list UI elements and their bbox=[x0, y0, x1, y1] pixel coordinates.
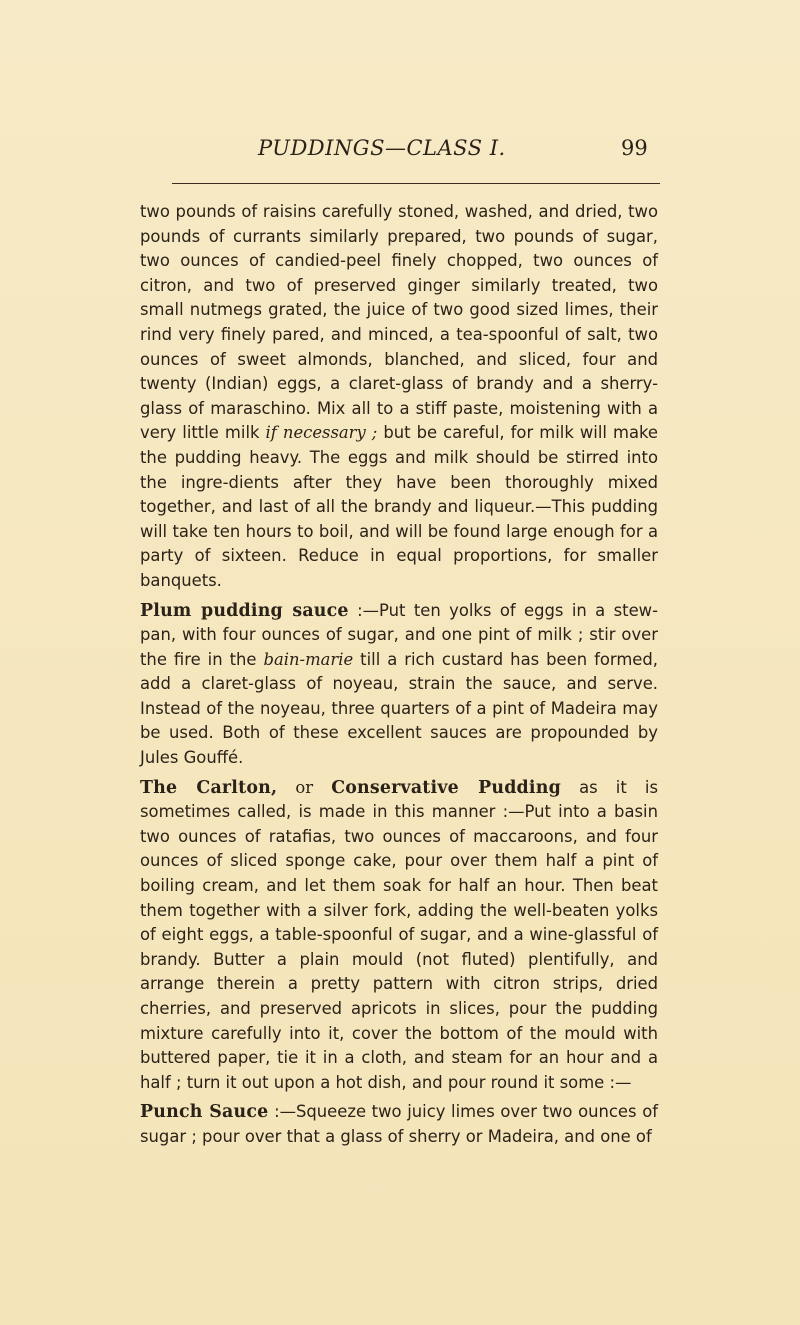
carlton-heading: The Carlton, bbox=[140, 777, 278, 798]
carlton-connector: or bbox=[277, 777, 332, 797]
conservative-pudding-heading: Conservative Pudding bbox=[331, 777, 561, 798]
plum-sauce-text-2: till a rich custard has been formed, add a claret-glass of noyeau, strain the sauce, and serve. Instead of the noyeau, three quarters of a pint of Madeira may be used. Both of these excellent sauces are propounded by Jules Gouffé. bbox=[140, 649, 658, 768]
intro-italic: if necessary ; bbox=[265, 423, 378, 443]
running-title: PUDDINGS—CLASS I. bbox=[258, 136, 506, 160]
carlton-text: as it is sometimes called, is made in this manner :—Put into a basin two ounces of ratafias, two ounces of maccaroons, and four ounces of sliced sponge cake, pour over them half a pint of boiling cream, and let them soak for half an hour. Then beat them together with a silver fork, adding the well-beaten yolks of eight eggs, a table-spoonful of sugar, and a wine-glassful of brandy. Butter a plain mould (not fluted) plentifully, and arrange therein a pretty pattern with citron strips, dried cherries, and preserved apricots in slices, pour the pudding mixture carefully into it, cover the bottom of the mould with buttered paper, tie it in a cloth, and steam for an hour and a half ; turn it out upon a hot dish, and pour round it some :— bbox=[140, 777, 658, 1092]
punch-sauce-paragraph bbox=[140, 1100, 658, 1149]
page-body bbox=[140, 200, 658, 1150]
intro-text-1: two pounds of raisins carefully stoned, washed, and dried, two pounds of currants similarly prepared, two pounds of sugar, two ounces of candied-peel finely chopped, two ounces of citron, and two of preserved ginger similarly treated, two small nutmegs grated, the juice of two good sized limes, their rind very finely pared, and minced, a tea-spoonful of salt, two ounces of sweet almonds, blanched, and sliced, four and twenty (Indian) eggs, a claret-glass of brandy and a sherry-glass of maraschino. Mix all to a stiff paste, moistening with a very little milk bbox=[140, 202, 658, 443]
page-header bbox=[0, 136, 800, 166]
punch-sauce-heading: Punch Sauce bbox=[140, 1102, 269, 1123]
page-number: 99 bbox=[621, 136, 648, 160]
plum-sauce-heading: Plum pudding sauce bbox=[140, 600, 349, 621]
plum-sauce-paragraph bbox=[140, 599, 658, 771]
plum-sauce-italic: bain-marie bbox=[263, 649, 354, 669]
carlton-paragraph bbox=[140, 776, 658, 1096]
header-rule bbox=[172, 183, 660, 184]
punch-sauce-text: :—Squeeze two juicy limes over two ounces of sugar ; pour over that a glass of sherry or Madeira, and one of bbox=[140, 1102, 658, 1146]
intro-text-2: but be careful, for milk will make the pudding heavy. The eggs and milk should be stirred into the ingre-dients after they have been thoroughly mixed together, and last of all the brandy and liqueur.—This pudding will take ten hours to boil, and will be found large enough for a party of sixteen. Reduce in equal proportions, for smaller banquets. bbox=[140, 423, 658, 590]
plum-sauce-text-1: :—Put ten yolks of eggs in a stew-pan, with four ounces of sugar, and one pint of milk ; stir over the fire in the bbox=[140, 600, 658, 669]
intro-paragraph bbox=[140, 200, 658, 594]
